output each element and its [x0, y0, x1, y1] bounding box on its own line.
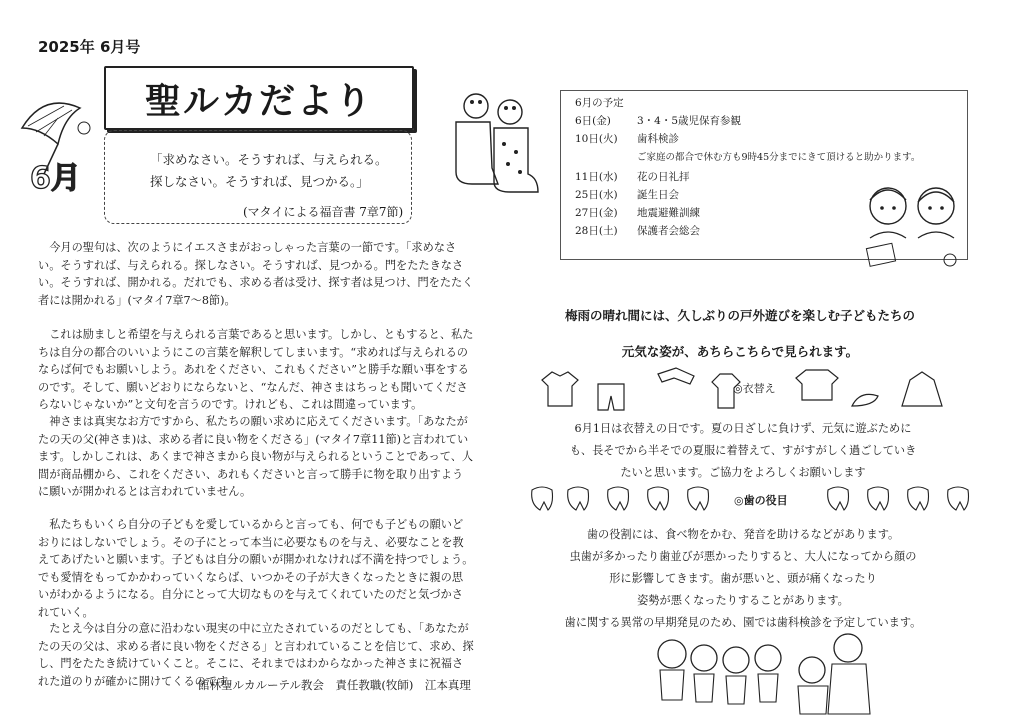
schedule-event: 地震避難訓練 [637, 207, 700, 219]
schedule-date: 25日(水) [575, 189, 618, 201]
article-paragraph-1: 今月の聖句は、次のようにイエスさまがおっしゃった言葉の一節です。「求めなさい。そうすれば、与えられる。探しなさい。そうすれば、見つかる。門をたたきなさい。そうすれば、開かれる。だれでも、求める者は受け、探す者は見つけ、門をたたく者には開かれる」(マタイ7章7〜8節)。 [38, 241, 474, 307]
newsletter-title-box [104, 66, 414, 130]
frog-boots-illustration [432, 88, 552, 198]
newsletter-title: 聖ルカだより [144, 80, 373, 122]
article-paragraph-2: これは励ましと希望を与えられる言葉であると思います。しかし、ともすると、私たちは自分の都合のいいようにこの言葉を解釈してしまいます。“求めれば与えられるのならば何でもお願いしよう。あれをください、これもください”と勝手な願い事をするのです。そして、願いどおりにならないと、“なんだ、神さまはちっとも聞いてくださらないじゃないか”と文句を言うのです。けれども、これは間違っています。 [38, 328, 474, 412]
kids-dentist-illustration [652, 630, 892, 720]
teeth-title: ◎歯の役目 [734, 494, 788, 507]
schedule-event: 保護者会総会 [637, 225, 700, 237]
koromogae-title: ◎衣替え [733, 382, 776, 395]
teeth-line-4: 姿勢が悪くなったりすることがあります。 [637, 594, 849, 607]
article-paragraph-5: たとえ今は自分の意に沿わない現実の中に立たされているのだとしても、「あなたがたの天の父は、求める者に良い物をくださる」と言われていることを信じて、求め、探し、門をたたき続けていくこと。そこに、それまではわからなかった神さまに祝福された道のりが確かに開けてくるのです。 [38, 622, 474, 688]
schedule-date: 27日(金) [575, 207, 618, 219]
teeth-line-3: 形に影響してきます。歯が悪いと、頭が痛くなったり [609, 572, 877, 585]
article-paragraph-3: 神さまは真実なお方ですから、私たちの願い求めに応えてくださいます。「あなたがたの天の父(神さま)は、求める者に良い物をくださる」(マタイ7章11節)と言われています。しかしこれは、あくまで神さまから良い物が与えられるということであって、人間が商品棚から、これをください、あれもくださいと言って勝手に物を取り出すように願いが開かれるとは言われていません。 [38, 415, 474, 499]
koromogae-line-3: たいと思います。ご協力をよろしくお願いします [620, 466, 866, 479]
kids-drawing-illustration [860, 180, 970, 280]
headline-line-1: 梅雨の晴れ間には、久しぶりの戸外遊びを楽しむ子どもたちの [564, 308, 915, 323]
schedule-date: 28日(土) [575, 225, 618, 237]
schedule-date: 6日(金) [575, 115, 611, 127]
umbrella-month-illustration [14, 88, 110, 200]
article-paragraph-4: 私たちもいくら自分の子どもを愛しているからと言っても、何でも子どもの願いどおりにはしないでしょう。その子にとって本当に必要なものを与え、必要なことを教えてあげたいと願います。子どもは自分の願いが開かれなければ不満を持つでしょう。でも愛情をもってかかわっていくならば、いつかその子が大きくなったときに親の思いがわかるようになる。自分にとって大切なものを与えてくれていたのだと気づかされていく。 [38, 518, 474, 619]
teeth-line-5: 歯に関する異常の早期発見のため、園では歯科検診を予定しています。 [564, 616, 922, 629]
verse-line-1: 「求めなさい。そうすれば、与えられる。 [150, 152, 388, 167]
schedule-date: 11日(水) [575, 171, 618, 183]
schedule-date: 10日(火) [575, 133, 618, 145]
schedule-event: 3・4・5歳児保育参観 [637, 115, 742, 127]
koromogae-line-2: も、長そでから半そでの夏服に着替えて、すがすがしく過ごしていき [569, 444, 917, 457]
verse-line-2: 探しなさい。そうすれば、見つかる。」 [150, 174, 369, 189]
schedule-note: ご家庭の都合で休む方も9時45分までにきて頂けると助かります。 [637, 152, 921, 163]
schedule-heading: 6月の予定 [575, 97, 624, 109]
teeth-line-1: 歯の役割には、食べ物をかむ、発音を助けるなどがあります。 [586, 528, 900, 541]
schedule-event: 歯科検診 [637, 133, 679, 145]
signature: 館林聖ルカルーテル教会 責任教職(牧師) 江本真理 [198, 678, 471, 692]
schedule-event: 誕生日会 [637, 189, 679, 201]
verse-source: (マタイによる福音書 7章7節) [243, 205, 404, 219]
teeth-line-2: 虫歯が多かったり歯並びが悪かったりすると、大人になってから顔の [569, 550, 917, 563]
koromogae-line-1: 6月1日は衣替えの日です。夏の日ざしに負けず、元気に遊ぶために [574, 422, 912, 435]
month-badge: 6月 [30, 161, 81, 196]
issue-date: 2025年 6月号 [38, 38, 141, 56]
schedule-event: 花の日礼拝 [637, 171, 690, 183]
headline-line-2: 元気な姿が、あちらこちらで見られます。 [621, 344, 859, 359]
